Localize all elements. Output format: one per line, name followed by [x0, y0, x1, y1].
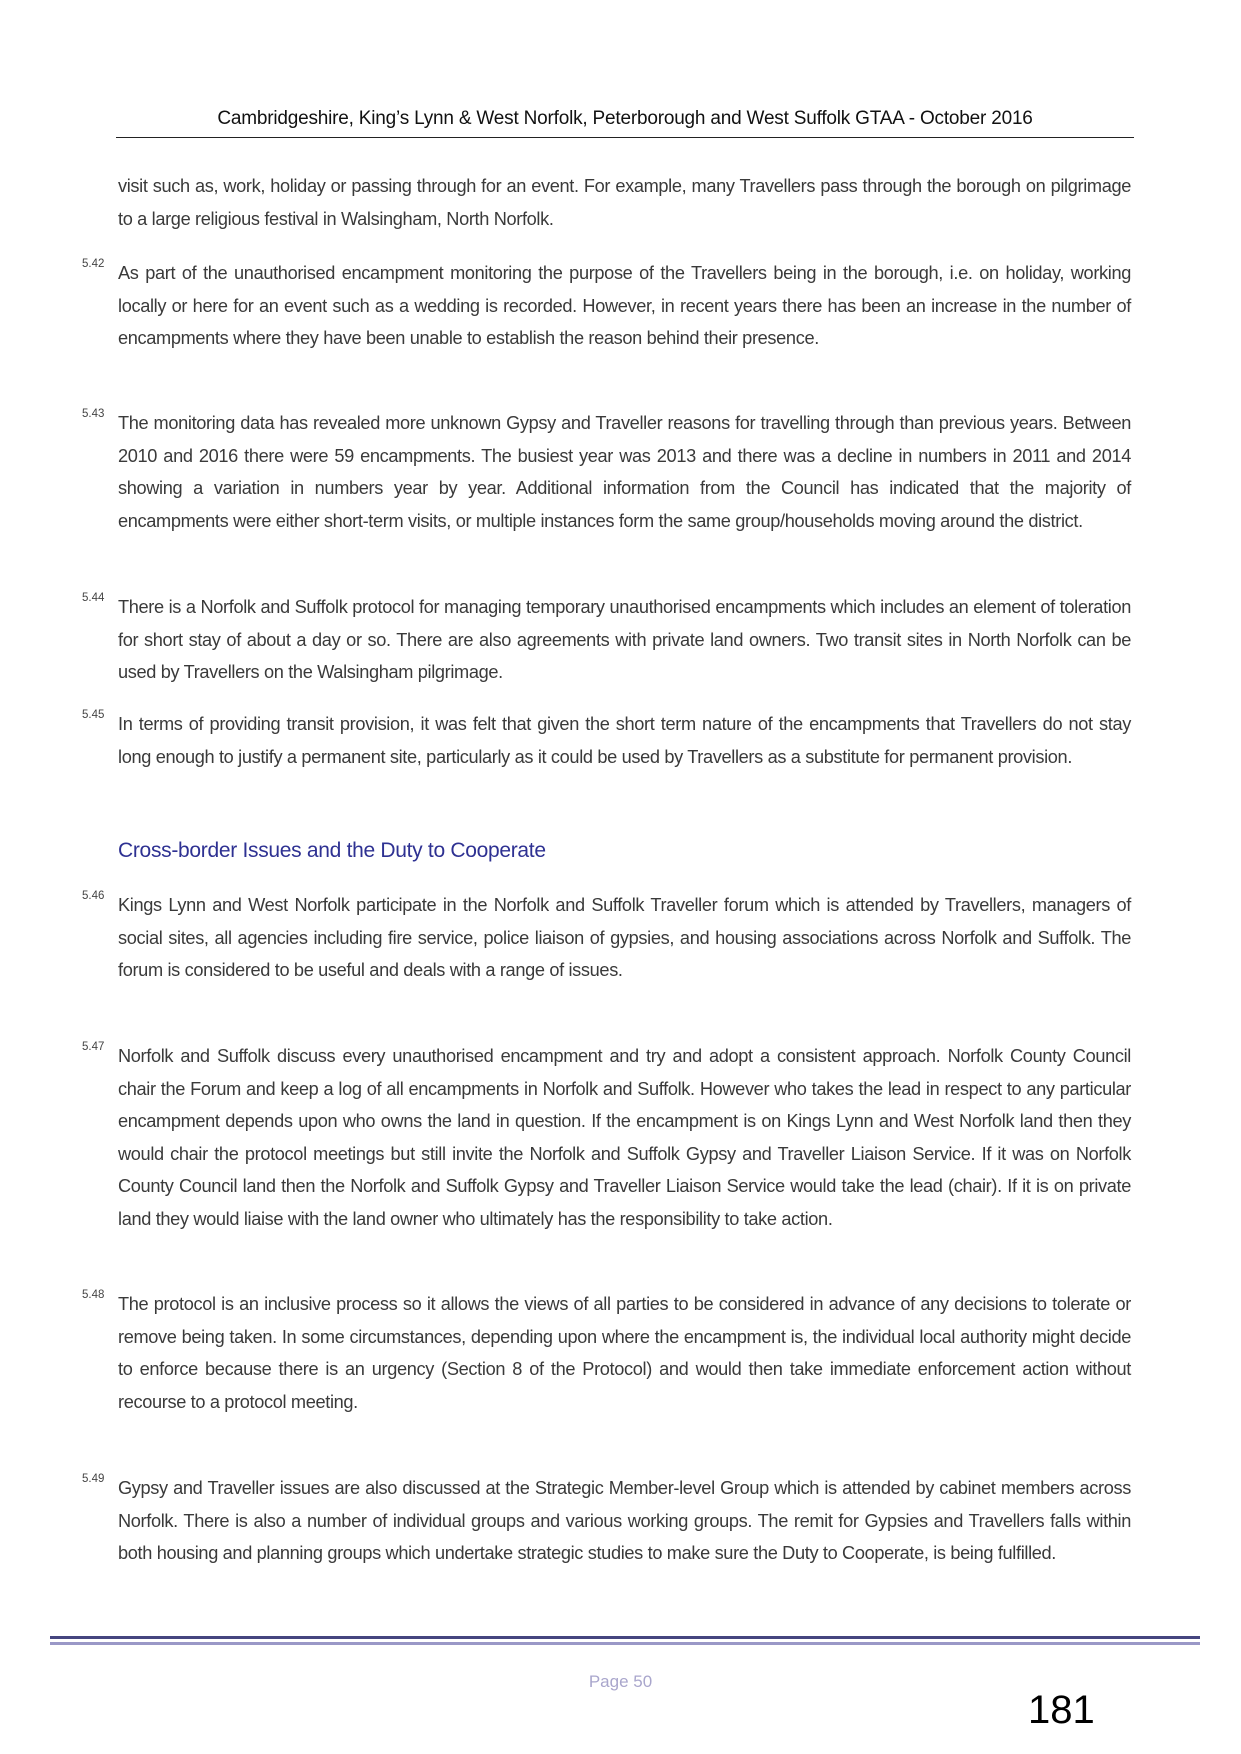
paragraph-number: 5.49	[82, 1473, 105, 1485]
running-header: Cambridgeshire, King’s Lynn & West Norfolk, Peterborough and West Suffolk GTAA - October 2016	[217, 108, 1033, 129]
paragraph-number: 5.43	[82, 408, 105, 420]
header-rule	[116, 137, 1134, 138]
paragraph-5-44: There is a Norfolk and Suffolk protocol for managing temporary unauthorised encampments which includes an element of toleration for short stay of about a day or so. There are also agreements with private land owners. Two transit sites in North Norfolk can be used by Travellers on the Walsingham pilgrimage.	[118, 597, 1131, 683]
paragraph-5-45: In terms of providing transit provision, it was felt that given the short term nature of the encampments that Travellers do not stay long enough to justify a permanent site, particularly as it could be used by Travellers as a substitute for permanent provision.	[118, 714, 1131, 767]
paragraph-number: 5.48	[82, 1289, 105, 1301]
page-number: Page 50	[588, 1672, 653, 1691]
footer-rule-light	[50, 1642, 1200, 1645]
paragraph-number: 5.42	[82, 258, 105, 270]
paragraph-number: 5.46	[82, 890, 105, 902]
paragraph-5-42: As part of the unauthorised encampment monitoring the purpose of the Travellers being in the borough, i.e. on holiday, working locally or here for an event such as a wedding is recorded. However, in recent years there has been an increase in the number of encampments where they have been unable to establish the reason behind their presence.	[118, 263, 1131, 349]
paragraph-number: 5.45	[82, 709, 105, 721]
paragraph-number: 5.44	[82, 592, 105, 604]
paragraph-5-46: Kings Lynn and West Norfolk participate in the Norfolk and Suffolk Traveller forum which is attended by Travellers, managers of social sites, all agencies including fire service, police liaison of gypsies, and housing associations across Norfolk and Suffolk. The forum is considered to be useful and deals with a range of issues.	[118, 895, 1131, 981]
footer-rule-dark	[50, 1636, 1200, 1639]
document-stamp-number: 181	[1028, 1688, 1095, 1732]
paragraph-5-47: Norfolk and Suffolk discuss every unauthorised encampment and try and adopt a consistent approach. Norfolk County Council chair the Forum and keep a log of all encampments in Norfolk and Suffolk. However who takes the lead in respect to any particular encampment depends upon who owns the land in question. If the encampment is on Kings Lynn and West Norfolk land then they would chair the protocol meetings but still invite the Norfolk and Suffolk Gypsy and Traveller Liaison Service. If it was on Norfolk County Council land then the Norfolk and Suffolk Gypsy and Traveller Liaison Service would take the lead (chair). If it is on private land they would liaise with the land owner who ultimately has the responsibility to take action.	[118, 1046, 1131, 1229]
paragraph-5-48: The protocol is an inclusive process so it allows the views of all parties to be considered in advance of any decisions to tolerate or remove being taken. In some circumstances, depending upon where the encampment is, the individual local authority might decide to enforce because there is an urgency (Section 8 of the Protocol) and would then take immediate enforcement action without recourse to a protocol meeting.	[118, 1294, 1131, 1412]
section-heading: Cross-border Issues and the Duty to Cooperate	[118, 839, 546, 862]
paragraph-5-49: Gypsy and Traveller issues are also discussed at the Strategic Member-level Group which is attended by cabinet members across Norfolk. There is also a number of individual groups and various working groups. The remit for Gypsies and Travellers falls within both housing and planning groups which undertake strategic studies to make sure the Duty to Cooperate, is being fulfilled.	[118, 1478, 1131, 1564]
paragraph-number: 5.47	[82, 1041, 105, 1053]
paragraph-continuation: visit such as, work, holiday or passing through for an event. For example, many Travellers pass through the borough on pilgrimage to a large religious festival in Walsingham, North Norfolk.	[118, 176, 1131, 229]
paragraph-5-43: The monitoring data has revealed more unknown Gypsy and Traveller reasons for travelling through than previous years. Between 2010 and 2016 there were 59 encampments. The busiest year was 2013 and there was a decline in numbers in 2011 and 2014 showing a variation in numbers year by year. Additional information from the Council has indicated that the majority of encampments were either short-term visits, or multiple instances form the same group/households moving around the district.	[118, 413, 1131, 531]
